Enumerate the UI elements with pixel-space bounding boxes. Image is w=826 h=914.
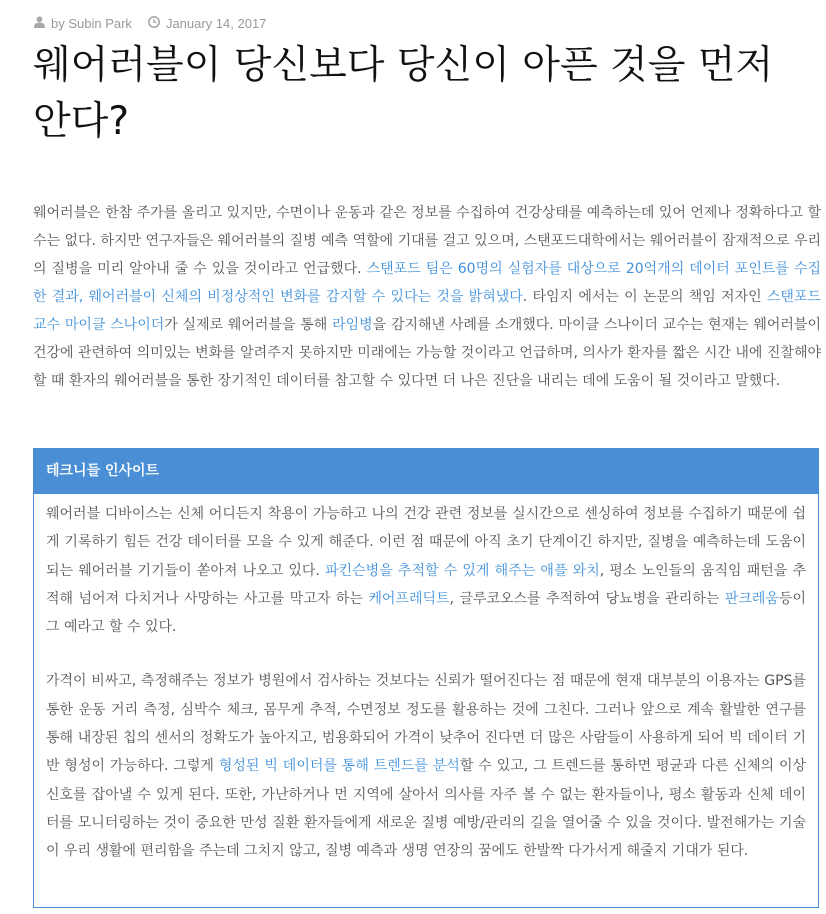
author-link[interactable]: by Subin Park bbox=[51, 16, 132, 31]
insight-paragraph-2 bbox=[46, 667, 806, 865]
inline-link[interactable]: 스탠포드 팀은 60명의 실험자를 대상으로 20억개의 데이터 포인트를 수집한 결과, 웨어러블이 신체의 비정상적인 변화를 감지할 수 있다는 것을 밝혀냈다 bbox=[33, 261, 821, 305]
text-run: 웨어러블 디바이스는 신체 어디든지 착용이 가능하고 나의 건강 관련 정보를 실시간으로 센싱하여 정보를 수집하기 때문에 쉽게 기록하기 힘든 건강 데이터를 모을 수 있게 해준다. 이런 점 때문에 아직 초기 단계이긴 하지만, 질병을 예측하는데 도움이 되는 웨어러블 기기들이 쏟아져 나오고 있다. bbox=[46, 506, 806, 579]
article-title: 웨어러블이 당신보다 당신이 아픈 것을 먼저 안다? bbox=[33, 43, 774, 144]
text-run: 할 수 있고, 그 트렌드를 통하면 평균과 다른 신체의 이상 신호를 잡아낼 수 있게 된다. 또한, 가난하거나 먼 지역에 살아서 의사를 자주 볼 수 없는 환자들이나, 평소 활동과 신체 데이터를 모니터링하는 것이 중요한 만성 질환 환자들에게 새로운 질병 예방/관리의 길을 열어줄 수 있을 것이다. 발전해가는 기술이 우리 생활에 편리함을 주는데 그치지 않고, 질병 예측과 생명 연장의 꿈에도 한발짝 다가서게 해줄지 기대가 된다. bbox=[46, 758, 807, 860]
inline-link[interactable]: 파킨슨병을 추적할 수 있게 해주는 애플 와치 bbox=[325, 562, 600, 579]
inline-link[interactable]: 판크레움 bbox=[724, 590, 779, 607]
inline-link[interactable]: 케어프레딕트 bbox=[368, 590, 450, 607]
text-run: 웨어러블은 한참 주가를 올리고 있지만, 수면이나 운동과 같은 정보를 수집하여 건강상태를 예측하는데 있어 언제나 정확하다고 할 수는 없다. 하지만 연구자들은 웨어러블의 질병 예측 역할에 기대를 걸고 있으며, 스탠포드대학에서는 웨어러블이 잠재적으로 우리의 질병을 미리 알아내 줄 수 있을 것이라고 언급했다. bbox=[33, 205, 821, 277]
text-run: , 평소 노인들의 움직임 패턴을 추적해 넘어져 다치거나 사망하는 사고를 막고자 하는 bbox=[46, 562, 806, 607]
user-icon bbox=[34, 16, 45, 31]
inline-link[interactable]: 라임병 bbox=[332, 317, 373, 333]
text-run: . 타임지 에서는 이 논문의 책임 저자인 bbox=[522, 289, 767, 305]
insight-heading: 테크니들 인사이트 bbox=[34, 449, 818, 494]
text-run: 가격이 비싸고, 측정해주는 정보가 병원에서 검사하는 것보다는 신뢰가 떨어진다는 점 때문에 현재 대부분의 이용자는 GPS를 통한 운동 거리 측정, 심박수 체크, 몸무게 추적, 수면정보 정도를 활용하는 것에 그친다. 그러나 앞으로 계속 활발한 연구를 통해 내장된 칩의 센서의 정확도가 높아지고, 범용화되어 가격이 낮추어 진다면 더 많은 사람들이 사용하게 되어 빅 데이터 기반 형성이 가능하다. 그렇게 bbox=[46, 673, 806, 775]
inline-link[interactable]: 스탠포드 교수 마이클 스나이더 bbox=[33, 289, 821, 333]
text-run: 을 감지해낸 사례를 소개했다. 마이클 스나이더 교수는 현재는 웨어러블이 건강에 관련하여 의미있는 변화를 알려주지 못하지만 미래에는 가능할 것이라고 언급하며, 의사가 환자를 짧은 시간 내에 진찰해야 할 때 환자의 웨어러블을 통한 장기적인 데이터를 참고할 수 있다면 더 나은 진단을 내리는 데에 도움이 될 것이라고 말했다. bbox=[33, 317, 821, 389]
post-date: January 14, 2017 bbox=[165, 16, 267, 31]
text-run: 등이 그 예라고 할 수 있다. bbox=[46, 590, 806, 636]
clock-icon bbox=[148, 16, 160, 31]
inline-link[interactable]: 형성된 빅 데이터를 통해 트렌드를 분석 bbox=[218, 758, 460, 775]
insight-body bbox=[34, 494, 818, 866]
text-run: 가 실제로 웨어러블을 통해 bbox=[164, 317, 333, 333]
intro-paragraph bbox=[33, 199, 821, 395]
insight-box bbox=[33, 448, 819, 908]
text-run: , 글루코오스를 추적하여 당뇨병을 관리하는 bbox=[449, 590, 725, 607]
insight-paragraph-1 bbox=[46, 500, 806, 641]
post-meta bbox=[34, 16, 266, 31]
